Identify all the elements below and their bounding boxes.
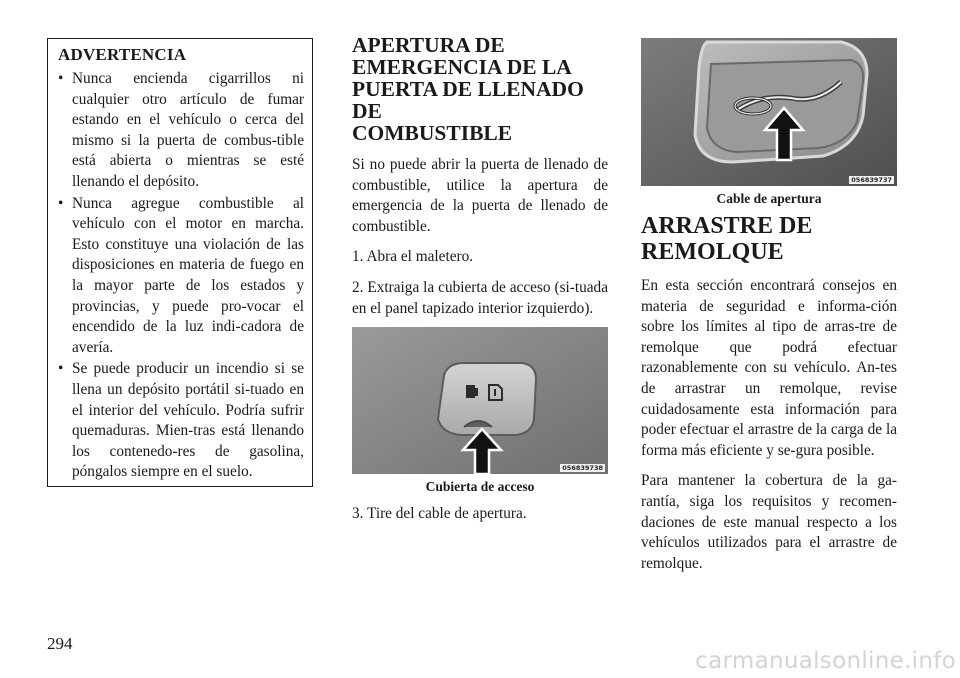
warning-item: • Nunca agregue combustible al vehículo con el motor en marcha. Esto constituye una violación de las disposiciones en materia de fuego en la mayor parte de los estados y provincias, y puede pro-vocar el encendido de la luz indi-cadora de avería.	[58, 194, 304, 356]
access-cover-figure	[352, 327, 608, 474]
step-3: 3. Tire del cable de apertura.	[352, 505, 527, 523]
towing-section	[641, 38, 897, 584]
section-heading: ARRASTRE DE REMOLQUE	[641, 213, 813, 265]
warranty-paragraph: Para mantener la cobertura de la ga-rantía, siga los requisitos y recomen-daciones de este manual respecto a los vehículos utilizados para el arrastre de remolque.	[641, 472, 897, 572]
warning-box	[47, 38, 313, 487]
section-heading: APERTURA DE EMERGENCIA DE LA PUERTA DE LLENADO DE COMBUSTIBLE	[352, 33, 584, 145]
figure-code: 056839738	[562, 464, 603, 473]
warning-title: ADVERTENCIA	[58, 45, 187, 64]
towing-paragraph: En esta sección encontrará consejos en materia de seguridad e informa-ción sobre los límites al tipo de arras-tre de remolque que podrá efectuar razonablemente con su vehículo. An-tes de arrastrar un remolque, revise cuidadosamente esta información para poder efectuar el arrastre de la carga de la forma más eficiente y se-gura posible.	[641, 277, 897, 459]
access-cover-illustration	[352, 327, 608, 474]
bullet-icon: •	[58, 70, 64, 87]
emergency-release-section	[352, 34, 608, 535]
bullet-icon: •	[58, 360, 64, 378]
watermark: carmanualsonline.info	[695, 648, 956, 674]
step-2: 2. Extraiga la cubierta de acceso (si-tuada en el panel tapizado interior izquierdo).	[352, 278, 608, 317]
warning-list	[58, 69, 304, 483]
page-number: 294	[47, 634, 73, 653]
release-cable-illustration	[641, 38, 897, 186]
warning-item: • Se puede producir un incendio si se llena un depósito portátil si-tuado en el interior del vehículo. Podría sufrir quemaduras. Mien-tras está llenando los contenedo-res de gasolina, póngalos siempre en el suelo.	[58, 360, 304, 481]
intro-paragraph: Si no puede abrir la puerta de llenado de combustible, utilice la apertura de emergencia de la puerta de llenado de combustible.	[352, 156, 608, 235]
figure-caption: Cable de apertura	[716, 191, 822, 206]
warning-item: • Nunca encienda cigarrillos ni cualquier otro artículo de fumar estando en el vehículo o cerca del mismo si la puerta de combus-tible está abierta o mientras se esté llenando el depósito.	[58, 70, 304, 190]
figure-caption: Cubierta de acceso	[425, 479, 535, 495]
release-cable-figure	[641, 38, 897, 186]
bullet-icon: •	[58, 194, 64, 212]
step-1: 1. Abra el maletero.	[352, 248, 474, 266]
figure-code: 056839737	[851, 176, 892, 184]
